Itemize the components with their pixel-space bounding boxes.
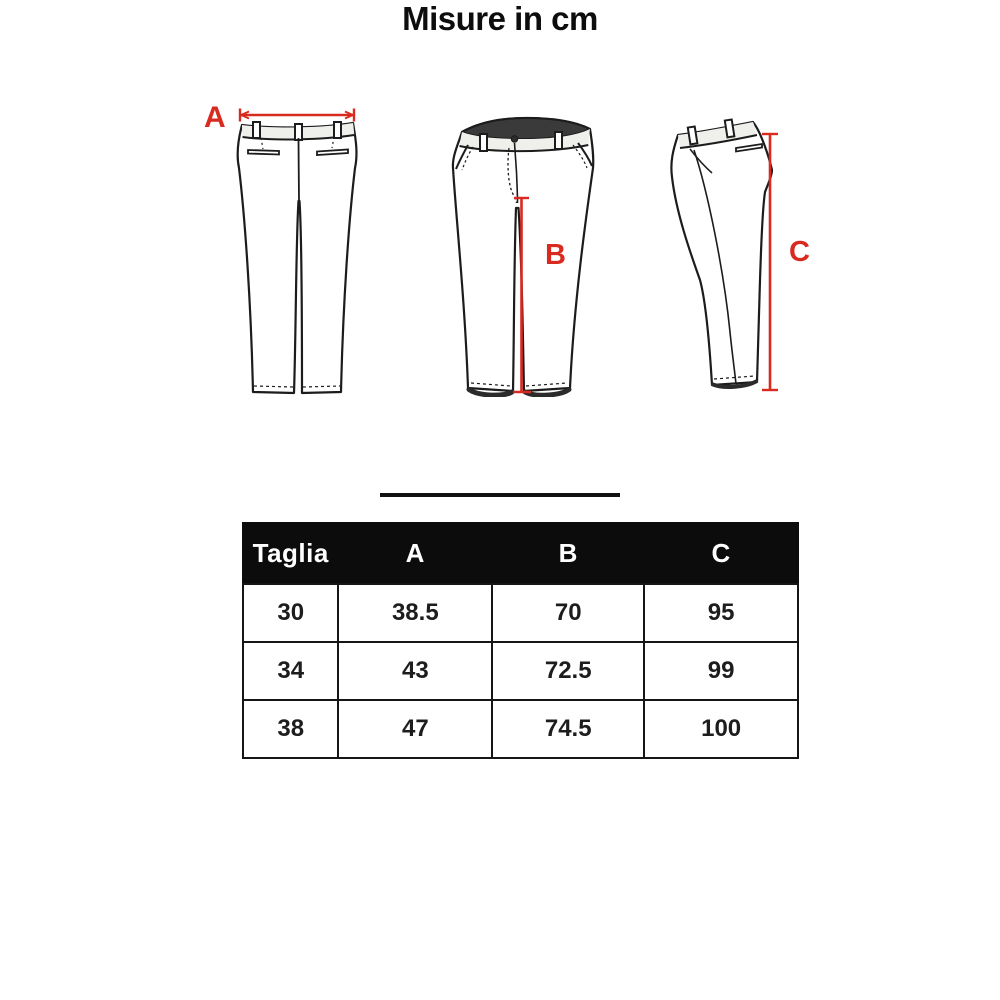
back-pocket — [317, 150, 348, 156]
measure-cell: 100 — [644, 700, 798, 758]
measure-cell: 95 — [644, 584, 798, 642]
size-cell: 34 — [243, 642, 338, 700]
measure-a-arrow — [236, 106, 358, 124]
size-cell: 30 — [243, 584, 338, 642]
page-title: Misure in cm — [402, 0, 598, 37]
size-table — [242, 522, 799, 759]
measure-cell: 47 — [338, 700, 492, 758]
size-row-30 — [243, 584, 798, 642]
measure-c-label: C — [789, 236, 810, 268]
measure-a-label: A — [204, 101, 226, 134]
col-header-a: A — [338, 523, 492, 584]
measure-c-line — [758, 130, 782, 394]
belt-loop — [253, 122, 260, 138]
measure-cell: 38.5 — [338, 584, 492, 642]
measure-cell: 99 — [644, 642, 798, 700]
size-row-34 — [243, 642, 798, 700]
size-table-header-row — [243, 523, 798, 584]
col-header-taglia: Taglia — [243, 523, 338, 584]
belt-loop — [295, 124, 302, 140]
button — [511, 136, 517, 142]
belt-loop — [334, 122, 341, 138]
belt-loop — [725, 119, 735, 137]
pants-back-view-drawing — [232, 108, 372, 398]
size-row-38 — [243, 700, 798, 758]
col-header-c: C — [644, 523, 798, 584]
col-header-b: B — [492, 523, 644, 584]
measure-cell: 72.5 — [492, 642, 644, 700]
measure-b-line — [511, 194, 533, 396]
measure-cell: 43 — [338, 642, 492, 700]
measure-cell: 70 — [492, 584, 644, 642]
measure-b-label: B — [545, 239, 566, 271]
size-cell: 38 — [243, 700, 338, 758]
title-underline — [380, 493, 620, 497]
belt-loop — [480, 134, 487, 151]
measure-cell: 74.5 — [492, 700, 644, 758]
belt-loop — [555, 132, 562, 149]
belt-loop — [688, 126, 698, 144]
back-pocket — [248, 150, 279, 155]
